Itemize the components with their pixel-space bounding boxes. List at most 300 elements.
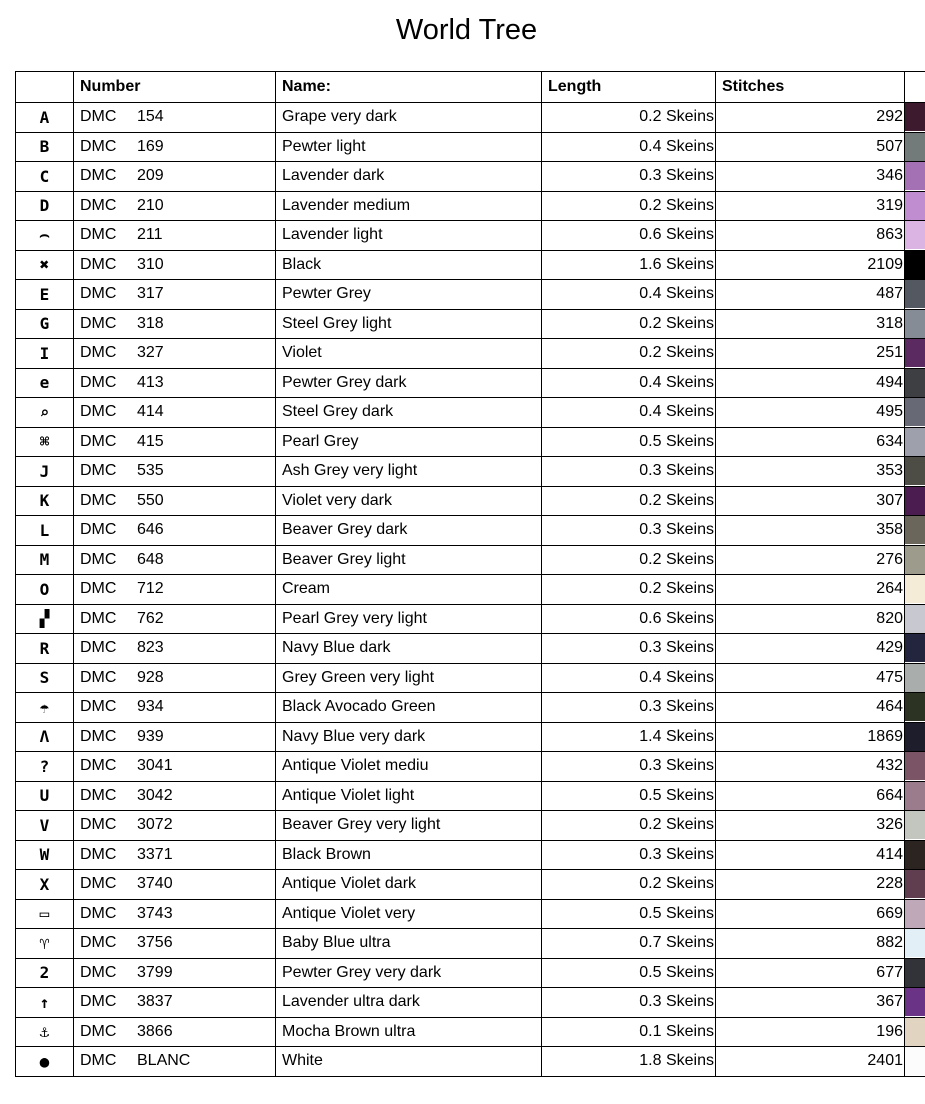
thread-length: 0.6 Skeins: [542, 604, 716, 634]
stitch-count: 353: [716, 457, 905, 487]
table-row: [16, 1017, 925, 1047]
chart-symbol: V: [16, 811, 74, 841]
thread-brand: DMC: [80, 639, 117, 657]
chart-symbol: ♈: [16, 929, 74, 959]
color-swatch: [905, 664, 925, 692]
color-swatch: [905, 546, 925, 574]
stitch-count: 264: [716, 575, 905, 605]
thread-number-cell: [74, 929, 276, 959]
thread-code: 550: [137, 491, 164, 509]
thread-name: Antique Violet mediu: [276, 752, 542, 782]
header-symbol: [16, 72, 74, 103]
thread-name: Beaver Grey very light: [276, 811, 542, 841]
stitch-count: 326: [716, 811, 905, 841]
stitch-count: 292: [716, 103, 905, 133]
stitch-count: 307: [716, 486, 905, 516]
table-row: [16, 1047, 925, 1077]
thread-number-cell: [74, 339, 276, 369]
thread-number-cell: [74, 752, 276, 782]
header-color: [905, 72, 925, 103]
thread-name: Black Avocado Green: [276, 693, 542, 723]
thread-length: 0.4 Skeins: [542, 663, 716, 693]
thread-number-cell: [74, 309, 276, 339]
table-row: [16, 221, 925, 251]
thread-name: Black: [276, 250, 542, 280]
thread-number-cell: [74, 221, 276, 251]
color-swatch: [905, 398, 925, 426]
chart-symbol: M: [16, 545, 74, 575]
color-swatch: [905, 723, 925, 751]
color-swatch: [905, 457, 925, 485]
thread-brand: DMC: [80, 1022, 117, 1040]
header-stitches: Stitches: [716, 72, 905, 103]
table-row: [16, 899, 925, 929]
thread-length: 0.2 Skeins: [542, 103, 716, 133]
chart-symbol: Λ: [16, 722, 74, 752]
color-swatch: [905, 103, 925, 131]
chart-symbol: E: [16, 280, 74, 310]
thread-length: 0.2 Skeins: [542, 575, 716, 605]
thread-brand: DMC: [80, 816, 117, 834]
thread-number-cell: [74, 663, 276, 693]
chart-symbol: ▭: [16, 899, 74, 929]
thread-code: 3042: [137, 786, 173, 804]
color-swatch-cell: [905, 398, 925, 428]
color-swatch: [905, 1047, 925, 1075]
thread-name: Cream: [276, 575, 542, 605]
color-swatch-cell: [905, 516, 925, 546]
thread-brand: DMC: [80, 727, 117, 745]
thread-number-cell: [74, 722, 276, 752]
thread-name: Pewter light: [276, 132, 542, 162]
thread-legend-table: [15, 71, 925, 1077]
thread-name: Beaver Grey dark: [276, 516, 542, 546]
thread-code: 3799: [137, 963, 173, 981]
chart-symbol: K: [16, 486, 74, 516]
thread-brand: DMC: [80, 904, 117, 922]
thread-brand: DMC: [80, 698, 117, 716]
thread-code: 928: [137, 668, 164, 686]
table-row: [16, 634, 925, 664]
table-row: [16, 870, 925, 900]
thread-code: 414: [137, 403, 164, 421]
color-swatch-cell: [905, 988, 925, 1018]
color-swatch-cell: [905, 250, 925, 280]
color-swatch-cell: [905, 840, 925, 870]
stitch-count: 346: [716, 162, 905, 192]
thread-length: 0.3 Skeins: [542, 988, 716, 1018]
chart-symbol: ⌢: [16, 221, 74, 251]
thread-code: 209: [137, 167, 164, 185]
chart-symbol: I: [16, 339, 74, 369]
thread-number-cell: [74, 486, 276, 516]
thread-code: 762: [137, 609, 164, 627]
table-row: [16, 486, 925, 516]
color-swatch: [905, 162, 925, 190]
thread-length: 0.4 Skeins: [542, 132, 716, 162]
table-row: [16, 427, 925, 457]
thread-code: 3756: [137, 934, 173, 952]
thread-brand: DMC: [80, 196, 117, 214]
thread-code: 210: [137, 196, 164, 214]
thread-code: 712: [137, 580, 164, 598]
thread-code: 3837: [137, 993, 173, 1011]
stitch-count: 677: [716, 958, 905, 988]
table-row: [16, 339, 925, 369]
thread-code: 3743: [137, 904, 173, 922]
color-swatch-cell: [905, 958, 925, 988]
table-row: [16, 722, 925, 752]
thread-code: 415: [137, 432, 164, 450]
thread-length: 1.4 Skeins: [542, 722, 716, 752]
chart-symbol: O: [16, 575, 74, 605]
color-swatch-cell: [905, 309, 925, 339]
thread-code: 169: [137, 137, 164, 155]
color-swatch: [905, 133, 925, 161]
table-row: [16, 250, 925, 280]
stitch-count: 494: [716, 368, 905, 398]
thread-code: 310: [137, 255, 164, 273]
thread-number-cell: [74, 840, 276, 870]
thread-number-cell: [74, 516, 276, 546]
stitch-count: 251: [716, 339, 905, 369]
stitch-count: 464: [716, 693, 905, 723]
table-row: [16, 309, 925, 339]
color-swatch: [905, 280, 925, 308]
thread-brand: DMC: [80, 580, 117, 598]
thread-number-cell: [74, 368, 276, 398]
stitch-count: 1869: [716, 722, 905, 752]
thread-name: Pewter Grey dark: [276, 368, 542, 398]
color-swatch-cell: [905, 929, 925, 959]
thread-name: Baby Blue ultra: [276, 929, 542, 959]
thread-brand: DMC: [80, 432, 117, 450]
thread-length: 0.2 Skeins: [542, 870, 716, 900]
color-swatch-cell: [905, 781, 925, 811]
thread-name: Pearl Grey very light: [276, 604, 542, 634]
stitch-count: 358: [716, 516, 905, 546]
thread-number-cell: [74, 575, 276, 605]
table-body: [16, 103, 925, 1077]
color-swatch: [905, 693, 925, 721]
stitch-count: 495: [716, 398, 905, 428]
color-swatch: [905, 870, 925, 898]
chart-symbol: 2: [16, 958, 74, 988]
thread-length: 0.7 Skeins: [542, 929, 716, 959]
thread-name: Lavender medium: [276, 191, 542, 221]
chart-symbol: B: [16, 132, 74, 162]
thread-brand: DMC: [80, 462, 117, 480]
thread-code: 3740: [137, 875, 173, 893]
thread-brand: DMC: [80, 167, 117, 185]
color-swatch-cell: [905, 221, 925, 251]
table-row: [16, 191, 925, 221]
color-swatch-cell: [905, 575, 925, 605]
thread-code: 939: [137, 727, 164, 745]
thread-length: 0.5 Skeins: [542, 899, 716, 929]
thread-brand: DMC: [80, 786, 117, 804]
thread-brand: DMC: [80, 137, 117, 155]
color-swatch: [905, 428, 925, 456]
table-row: [16, 781, 925, 811]
stitch-count: 863: [716, 221, 905, 251]
color-swatch: [905, 900, 925, 928]
color-swatch: [905, 811, 925, 839]
color-swatch: [905, 575, 925, 603]
thread-name: Antique Violet light: [276, 781, 542, 811]
thread-number-cell: [74, 634, 276, 664]
table-row: [16, 103, 925, 133]
thread-number-cell: [74, 457, 276, 487]
thread-name: Black Brown: [276, 840, 542, 870]
thread-length: 0.2 Skeins: [542, 191, 716, 221]
thread-length: 0.2 Skeins: [542, 486, 716, 516]
thread-brand: DMC: [80, 757, 117, 775]
color-swatch-cell: [905, 339, 925, 369]
thread-brand: DMC: [80, 491, 117, 509]
color-swatch: [905, 251, 925, 279]
thread-length: 0.2 Skeins: [542, 811, 716, 841]
stitch-count: 2401: [716, 1047, 905, 1077]
table-row: [16, 811, 925, 841]
color-swatch-cell: [905, 811, 925, 841]
thread-number-cell: [74, 1047, 276, 1077]
color-swatch: [905, 369, 925, 397]
thread-number-cell: [74, 545, 276, 575]
thread-brand: DMC: [80, 845, 117, 863]
chart-symbol: R: [16, 634, 74, 664]
chart-symbol: X: [16, 870, 74, 900]
color-swatch: [905, 310, 925, 338]
color-swatch-cell: [905, 634, 925, 664]
table-row: [16, 280, 925, 310]
stitch-count: 507: [716, 132, 905, 162]
thread-number-cell: [74, 191, 276, 221]
color-swatch-cell: [905, 663, 925, 693]
thread-code: 934: [137, 698, 164, 716]
thread-name: Navy Blue dark: [276, 634, 542, 664]
thread-length: 0.2 Skeins: [542, 339, 716, 369]
color-swatch: [905, 929, 925, 957]
color-swatch-cell: [905, 604, 925, 634]
thread-code: 823: [137, 639, 164, 657]
stitch-count: 319: [716, 191, 905, 221]
thread-length: 0.1 Skeins: [542, 1017, 716, 1047]
stitch-count: 196: [716, 1017, 905, 1047]
table-header-row: [16, 72, 925, 103]
table-row: [16, 132, 925, 162]
header-number: Number: [74, 72, 276, 103]
color-swatch-cell: [905, 545, 925, 575]
chart-symbol: ✖: [16, 250, 74, 280]
thread-brand: DMC: [80, 255, 117, 273]
stitch-count: 2109: [716, 250, 905, 280]
thread-length: 1.6 Skeins: [542, 250, 716, 280]
color-swatch-cell: [905, 752, 925, 782]
stitch-count: 487: [716, 280, 905, 310]
thread-length: 0.4 Skeins: [542, 398, 716, 428]
table-row: [16, 988, 925, 1018]
color-swatch: [905, 959, 925, 987]
stitch-count: 318: [716, 309, 905, 339]
thread-code: 3072: [137, 816, 173, 834]
thread-length: 0.2 Skeins: [542, 545, 716, 575]
thread-name: Pearl Grey: [276, 427, 542, 457]
thread-number-cell: [74, 1017, 276, 1047]
thread-number-cell: [74, 781, 276, 811]
color-swatch-cell: [905, 899, 925, 929]
thread-code: 535: [137, 462, 164, 480]
color-swatch: [905, 487, 925, 515]
chart-symbol: L: [16, 516, 74, 546]
thread-name: Pewter Grey very dark: [276, 958, 542, 988]
chart-symbol: A: [16, 103, 74, 133]
thread-code: 154: [137, 108, 164, 126]
thread-number-cell: [74, 899, 276, 929]
thread-number-cell: [74, 280, 276, 310]
chart-symbol: ⌕: [16, 398, 74, 428]
color-swatch: [905, 192, 925, 220]
thread-length: 0.5 Skeins: [542, 781, 716, 811]
chart-symbol: ●: [16, 1047, 74, 1077]
thread-name: Grape very dark: [276, 103, 542, 133]
thread-name: Ash Grey very light: [276, 457, 542, 487]
color-swatch: [905, 339, 925, 367]
thread-length: 0.3 Skeins: [542, 634, 716, 664]
stitch-count: 820: [716, 604, 905, 634]
thread-brand: DMC: [80, 875, 117, 893]
color-swatch: [905, 605, 925, 633]
thread-length: 0.5 Skeins: [542, 958, 716, 988]
thread-brand: DMC: [80, 226, 117, 244]
thread-brand: DMC: [80, 963, 117, 981]
color-swatch-cell: [905, 162, 925, 192]
thread-length: 0.3 Skeins: [542, 840, 716, 870]
stitch-count: 429: [716, 634, 905, 664]
thread-number-cell: [74, 132, 276, 162]
chart-symbol: G: [16, 309, 74, 339]
thread-code: 318: [137, 314, 164, 332]
thread-brand: DMC: [80, 993, 117, 1011]
thread-brand: DMC: [80, 373, 117, 391]
thread-length: 0.4 Skeins: [542, 368, 716, 398]
thread-brand: DMC: [80, 403, 117, 421]
thread-code: 211: [137, 226, 163, 244]
thread-length: 0.3 Skeins: [542, 516, 716, 546]
table-row: [16, 545, 925, 575]
color-swatch-cell: [905, 368, 925, 398]
stitch-count: 367: [716, 988, 905, 1018]
color-swatch: [905, 1018, 925, 1046]
thread-length: 0.5 Skeins: [542, 427, 716, 457]
chart-symbol: e: [16, 368, 74, 398]
thread-code: 327: [137, 344, 164, 362]
thread-brand: DMC: [80, 285, 117, 303]
thread-number-cell: [74, 604, 276, 634]
thread-name: Beaver Grey light: [276, 545, 542, 575]
thread-brand: DMC: [80, 934, 117, 952]
table-row: [16, 604, 925, 634]
stitch-count: 276: [716, 545, 905, 575]
table-row: [16, 516, 925, 546]
color-swatch-cell: [905, 280, 925, 310]
color-swatch-cell: [905, 191, 925, 221]
color-swatch-cell: [905, 427, 925, 457]
stitch-count: 882: [716, 929, 905, 959]
color-swatch-cell: [905, 870, 925, 900]
thread-name: Navy Blue very dark: [276, 722, 542, 752]
table-row: [16, 663, 925, 693]
thread-code: 3866: [137, 1022, 173, 1040]
thread-number-cell: [74, 398, 276, 428]
chart-symbol: C: [16, 162, 74, 192]
thread-number-cell: [74, 870, 276, 900]
color-swatch: [905, 782, 925, 810]
thread-code: 646: [137, 521, 164, 539]
color-swatch: [905, 988, 925, 1016]
thread-name: Steel Grey light: [276, 309, 542, 339]
thread-length: 0.6 Skeins: [542, 221, 716, 251]
stitch-count: 475: [716, 663, 905, 693]
table-row: [16, 457, 925, 487]
color-swatch: [905, 841, 925, 869]
chart-symbol: S: [16, 663, 74, 693]
table-row: [16, 368, 925, 398]
thread-brand: DMC: [80, 521, 117, 539]
chart-symbol: J: [16, 457, 74, 487]
header-length: Length: [542, 72, 716, 103]
thread-brand: DMC: [80, 609, 117, 627]
thread-number-cell: [74, 811, 276, 841]
thread-length: 0.3 Skeins: [542, 693, 716, 723]
page-title: World Tree: [395, 14, 538, 46]
thread-name: Antique Violet very: [276, 899, 542, 929]
header-name: Name:: [276, 72, 542, 103]
thread-name: Mocha Brown ultra: [276, 1017, 542, 1047]
thread-name: Violet: [276, 339, 542, 369]
thread-name: Lavender ultra dark: [276, 988, 542, 1018]
thread-brand: DMC: [80, 550, 117, 568]
thread-brand: DMC: [80, 314, 117, 332]
thread-code: 413: [137, 373, 164, 391]
table-row: [16, 958, 925, 988]
color-swatch-cell: [905, 457, 925, 487]
stitch-count: 634: [716, 427, 905, 457]
chart-symbol: ⌘: [16, 427, 74, 457]
stitch-count: 664: [716, 781, 905, 811]
thread-code: 648: [137, 550, 164, 568]
thread-brand: DMC: [80, 108, 117, 126]
color-swatch: [905, 221, 925, 249]
table-row: [16, 840, 925, 870]
color-swatch-cell: [905, 103, 925, 133]
thread-code: BLANC: [137, 1052, 191, 1070]
thread-name: Antique Violet dark: [276, 870, 542, 900]
thread-number-cell: [74, 958, 276, 988]
table-row: [16, 575, 925, 605]
color-swatch: [905, 516, 925, 544]
thread-length: 1.8 Skeins: [542, 1047, 716, 1077]
thread-name: Grey Green very light: [276, 663, 542, 693]
color-swatch-cell: [905, 132, 925, 162]
thread-name: Violet very dark: [276, 486, 542, 516]
thread-length: 0.3 Skeins: [542, 457, 716, 487]
stitch-count: 432: [716, 752, 905, 782]
thread-length: 0.4 Skeins: [542, 280, 716, 310]
chart-symbol: ▞: [16, 604, 74, 634]
color-swatch-cell: [905, 1017, 925, 1047]
thread-number-cell: [74, 162, 276, 192]
